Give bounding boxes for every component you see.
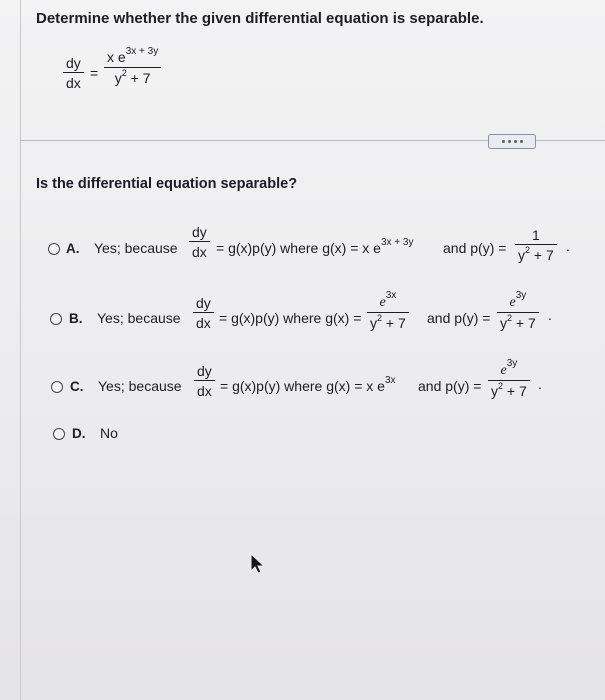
option-a-mid: = g(x)p(y) where g(x) = x e	[216, 240, 381, 256]
question-title: Determine whether the given differential equation is separable.	[36, 10, 484, 27]
p-num-exponent: 3y	[506, 358, 518, 369]
question-prompt: Is the differential equation separable?	[36, 176, 298, 192]
p-num-base: e	[500, 363, 507, 378]
dy-text: dy	[197, 363, 212, 379]
rhs-den-tail: + 7	[126, 70, 151, 87]
option-a-g-exponent: 3x + 3y	[380, 237, 414, 248]
p-denominator	[488, 381, 530, 398]
rhs-den-exponent: 2	[121, 68, 127, 79]
dy-text: dy	[192, 224, 207, 240]
expand-more-button[interactable]	[488, 134, 536, 149]
option-c-mid: = g(x)p(y) where g(x) = x e	[220, 378, 385, 394]
option-a-dydx	[189, 225, 210, 259]
equals-sign: =	[90, 65, 99, 81]
option-c-letter: C.	[70, 379, 84, 394]
p-num-exponent: 3y	[515, 290, 527, 301]
g-num-exponent: 3x	[385, 290, 397, 301]
equation-lhs-fraction	[63, 56, 84, 90]
option-a-statement	[216, 237, 414, 256]
g-den-exponent: 2	[377, 313, 383, 324]
p-den-exponent: 2	[525, 245, 531, 256]
option-a-and-p: and p(y) =	[443, 240, 507, 256]
ellipsis-icon	[508, 140, 511, 143]
ellipsis-icon	[502, 140, 505, 143]
rhs-den-base: y	[114, 70, 122, 87]
rhs-numerator-base: x e	[107, 49, 126, 65]
ellipsis-icon	[520, 140, 523, 143]
option-b-dydx	[193, 296, 214, 330]
p-den-base: y	[518, 247, 525, 264]
p-numerator	[506, 290, 529, 312]
option-c-end: .	[538, 376, 542, 392]
g-den-base: y	[370, 315, 377, 332]
left-edge-divider	[20, 0, 21, 700]
option-b-end: .	[548, 307, 552, 323]
p-den-base: y	[491, 383, 498, 400]
p-den-exponent: 2	[498, 381, 504, 392]
g-denominator	[367, 313, 409, 330]
p-denominator	[497, 313, 539, 330]
option-a-end: .	[566, 238, 570, 254]
dy-text: dy	[196, 295, 211, 311]
g-num-base: e	[379, 295, 386, 310]
p-den-tail: + 7	[530, 247, 554, 264]
option-c-p-fraction	[488, 358, 530, 400]
dy-text: dy	[66, 55, 81, 71]
option-c-and-p: and p(y) =	[418, 378, 482, 394]
option-b-mid: = g(x)p(y) where g(x) =	[219, 310, 362, 326]
dx-text: dx	[192, 244, 207, 261]
option-a-p-fraction	[515, 228, 557, 262]
p-den-exponent: 2	[507, 313, 513, 324]
equation-rhs-fraction	[104, 46, 161, 87]
p-den-tail: + 7	[512, 315, 536, 332]
option-c-statement	[220, 375, 396, 394]
p-den-base: y	[500, 315, 507, 332]
p-denominator	[515, 245, 557, 262]
option-b-letter: B.	[69, 311, 83, 326]
option-c-because: Yes; because	[98, 378, 182, 394]
ellipsis-icon	[514, 140, 517, 143]
rhs-denominator	[112, 68, 154, 85]
p-numerator	[497, 358, 520, 380]
option-b-because: Yes; because	[97, 310, 181, 326]
option-a-radio[interactable]	[48, 243, 60, 255]
option-a-because: Yes; because	[94, 240, 178, 256]
p-den-tail: + 7	[503, 383, 527, 400]
option-b-g-fraction	[367, 290, 409, 332]
option-a-letter: A.	[66, 241, 80, 256]
rhs-numerator-exponent: 3x + 3y	[125, 46, 159, 57]
option-d-letter: D.	[72, 426, 86, 441]
rhs-numerator	[104, 46, 161, 67]
g-den-tail: + 7	[382, 315, 406, 332]
option-d-text: No	[100, 425, 118, 441]
dx-text: dx	[66, 75, 81, 92]
option-c-radio[interactable]	[51, 381, 63, 393]
option-c-g-exponent: 3x	[384, 375, 396, 386]
option-b-radio[interactable]	[50, 313, 62, 325]
option-c-dydx	[194, 364, 215, 398]
option-d-radio[interactable]	[53, 428, 65, 440]
mouse-pointer-icon	[248, 552, 270, 574]
p-num-base: e	[509, 295, 516, 310]
dx-text: dx	[197, 383, 212, 400]
g-numerator	[376, 290, 399, 312]
option-b-and-p: and p(y) =	[427, 310, 491, 326]
p-numerator: 1	[531, 227, 540, 243]
dx-text: dx	[196, 315, 211, 332]
option-b-p-fraction	[497, 290, 539, 332]
